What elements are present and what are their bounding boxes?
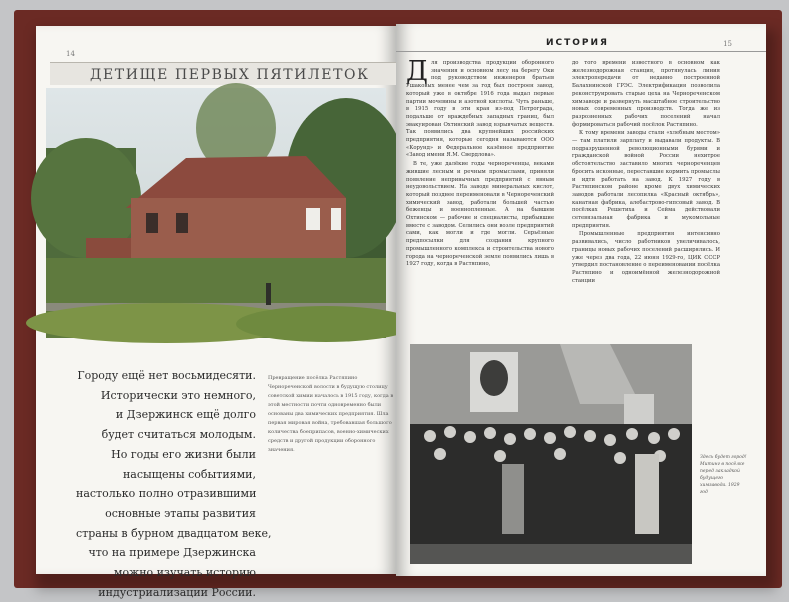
section-title: ИСТОРИЯ [546, 38, 609, 48]
house-photo [46, 88, 386, 338]
drop-cap: Д [406, 56, 428, 87]
right-page [396, 24, 766, 576]
chapter-title: ДЕТИЩЕ ПЕРВЫХ ПЯТИЛЕТОК [90, 67, 370, 83]
quote-line: можно изучать историю [113, 566, 256, 580]
photo-caption-right: Здесь будет город! Митинг в посёлке перед закладкой будущего химзавода. 1929 год [700, 455, 747, 495]
running-header [396, 36, 766, 54]
paragraph: до того времени известного в основном как железнодорожная станция, протянулась линия электропередачи от недавно построенной Балахнинской ГРЭС. Электрификация позволила реконструировать старые цеха на Чернореченском химзаводе и развернуть масштабное строительство новых современных производств. Тогда же из разрозненных рабочих поселений начал формироваться рабочий посёлок Растяпино. [572, 60, 720, 128]
quote-line: Но годы его жизни были [111, 447, 256, 461]
paragraph: Промышленные предприятия интенсивно развивались, число работников увеличивалось, границы новых рабочих поселений расширялись. И уже через два года, 22 июня 1929-го, ЦИК СССР утвердил постановление о переименовании посёлка Растяпино и одноимённой железнодорожной станции [572, 231, 720, 284]
chapter-header [50, 62, 396, 85]
quote-line: будет считаться молодым. [101, 428, 256, 442]
page-number-left: 14 [66, 50, 75, 58]
header-rule [396, 51, 766, 52]
quote-line: и Дзержинск ещё долго [115, 408, 256, 422]
paragraph: ля производства продукции оборонного значения и основном лесу на берегу Оки под руководством инженеров братьев Ушаковых менее чем за год был построен завод, который уже в октябре 1916 года выдал первые партии мочевины и азотной кислоты. Чуть раньше, в 1915 году в эти края из-под Петрограда, подальше от враждебных западных границ, был эвакуирован Охтинский завод взрывчатых веществ. Так появились два крупнейших российских предприятия, которые сегодня называются ООО «Корунд» и Федеральное казённое предприятие «Завод имени Я.М. Свердлова». [406, 60, 554, 159]
quote-line: Городу ещё нет восьмидесяти. [77, 369, 256, 382]
paragraph: В те, уже далёкие годы чернореченцы, веками жившие лесным и речным промыслами, приняли появление непривычных предприятий с явным неудовольствием. На заводе минеральных кислот, который позднее переименовали в Чернореченский химический завод, работали большей частью беженцы и военнопленные. А на бывшем Охтинском — рабочие и специалисты, прибывшие вместе с заводом. Селились они возле предприятий сами, как могли и где могли. Серьёзные предпосылки для создания крупного промышленного комплекса и строительства нового города на чернореченской земле появились лишь в 1927 году, когда в Растяпино, [406, 161, 554, 268]
quote-line: индустриализации России. [98, 585, 256, 599]
intro-quote [76, 366, 272, 602]
rally-photo [410, 344, 692, 564]
quote-line: страны в бурном двадцатом веке, [76, 526, 272, 540]
text-column-1 [406, 56, 554, 358]
quote-line: основные этапы развития [105, 506, 256, 520]
quote-line: настолько полно отразившими [76, 487, 257, 501]
photo-caption-left: Превращение посёлка Растяпино Чернореченской волости в будущую столицу советской химии началось в 1915 году, когда в этой местности почти одновременно были основаны два химических предприятия. Шла первая мировая война, требовавшая большого количества боеприпасов, военно-химических средств и другой продукции оборонного значения. [268, 375, 394, 453]
quote-line: что на примере Дзержинска [88, 546, 256, 560]
house-photo-art [46, 88, 386, 338]
quote-line: Исторически это немного, [100, 388, 256, 402]
left-page [36, 26, 396, 599]
quote-line: насыщены событиями, [122, 467, 256, 481]
page-number-right: 15 [723, 40, 732, 48]
paragraph: К тому времени заводы стали «хлебным местом» — там платили зарплату и выдавали продукты. В подразрушенной революционными бурями и гражданской войной России нехитрое обстоятельство заставило многих чернореченцев бросить исконные, переставшие кормить промыслы и идти работать на завод. К 1927 году в Растяпинском районе кроме двух химических заводов работали лесопилка «Красный октябрь», канатная фабрика, алебастрово-гипсовый завод. В посёлках Решетиха и Сейма действовали сетевязальная фабрика и мукомольные предприятия. [572, 130, 720, 229]
text-column-2 [572, 60, 720, 358]
rally-photo-art [410, 344, 692, 564]
